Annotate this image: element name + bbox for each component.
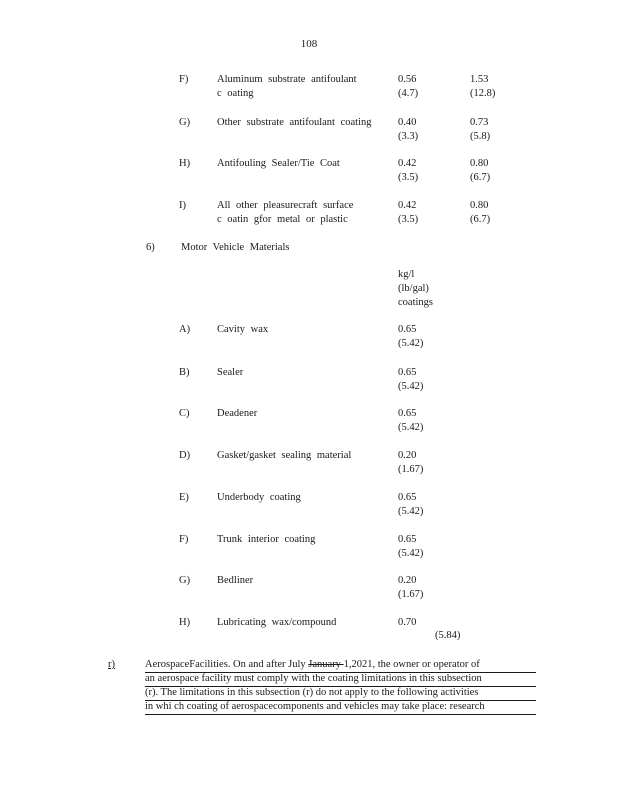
row-value-gl: 0.20 bbox=[398, 575, 417, 586]
row-letter: G) bbox=[179, 117, 191, 128]
row-value-2: 0.80 bbox=[470, 200, 489, 211]
row-value-2: (6.7) bbox=[470, 172, 491, 183]
row-letter: H) bbox=[179, 158, 191, 169]
page-number: 108 bbox=[300, 38, 318, 50]
section-r-line-4: in whi ch coating of aerospacecomponents and vehicles may take place: research bbox=[145, 700, 536, 715]
row-description: All other pleasurecraft surface bbox=[217, 200, 354, 211]
row-value-lbgal: (1.67) bbox=[398, 589, 424, 600]
row-description: Antifouling Sealer/Tie Coat bbox=[217, 158, 340, 169]
row-value-1: 0.42 bbox=[398, 158, 417, 169]
row-letter: C) bbox=[179, 408, 190, 419]
row-description: Other substrate antifoulant coating bbox=[217, 117, 372, 128]
row-value-gl: 0.65 bbox=[398, 492, 417, 503]
row-description: Trunk interior coating bbox=[217, 534, 316, 545]
section-r-line-1 bbox=[145, 658, 536, 673]
row-letter: G) bbox=[179, 575, 191, 586]
row-value-2: 0.73 bbox=[470, 117, 489, 128]
unit-header-coatings: coatings bbox=[398, 297, 433, 308]
row-value-2: (5.8) bbox=[470, 131, 491, 142]
section-r-line-3: (r). The limitations in this subsection (r) do not apply to the following activities bbox=[145, 686, 536, 701]
row-value-lbgal: (5.42) bbox=[398, 338, 424, 349]
row-letter: D) bbox=[179, 450, 191, 461]
row-letter: F) bbox=[179, 534, 189, 545]
row-value-gl: 0.70 bbox=[398, 617, 417, 628]
row-value-1: 0.40 bbox=[398, 117, 417, 128]
row-description: Underbody coating bbox=[217, 492, 301, 503]
row-value-1: (4.7) bbox=[398, 88, 419, 99]
section-r-line-1-a: AerospaceFacilities. On and after July bbox=[145, 659, 309, 670]
section-r-line-2: an aerospace facility must comply with the coating limitations in this subsection bbox=[145, 672, 536, 687]
row-description: Aluminum substrate antifoulant bbox=[217, 74, 357, 85]
row-value-lbgal: (5.42) bbox=[398, 548, 424, 559]
row-value-lbgal: (1.67) bbox=[398, 464, 424, 475]
row-value-1: 0.56 bbox=[398, 74, 417, 85]
row-description: Gasket/gasket sealing material bbox=[217, 450, 352, 461]
unit-header-kgl: kg/l bbox=[398, 269, 415, 280]
row-value-1: (3.3) bbox=[398, 131, 419, 142]
row-value-2: (6.7) bbox=[470, 214, 491, 225]
row-value-gl: 0.20 bbox=[398, 450, 417, 461]
row-description: Sealer bbox=[217, 367, 244, 378]
row-value-gl: 0.65 bbox=[398, 534, 417, 545]
row-letter: E) bbox=[179, 492, 189, 503]
unit-header-lbgal: (lb/gal) bbox=[398, 283, 429, 294]
row-description: Bedliner bbox=[217, 575, 254, 586]
row-value-2: 1.53 bbox=[470, 74, 489, 85]
row-value-1: (3.5) bbox=[398, 172, 419, 183]
row-description: Lubricating wax/compound bbox=[217, 617, 337, 628]
section-r-label bbox=[108, 658, 115, 672]
row-value-gl: 0.65 bbox=[398, 408, 417, 419]
row-value-2: 0.80 bbox=[470, 158, 489, 169]
row-letter: A) bbox=[179, 324, 191, 335]
row-value-1: 0.42 bbox=[398, 200, 417, 211]
section-r-letter: r) bbox=[108, 659, 115, 670]
row-value-gl: 0.65 bbox=[398, 324, 417, 335]
section-r-line-1-b: 1,2021, the owner or operator of bbox=[343, 659, 480, 670]
row-value-gl: 0.65 bbox=[398, 367, 417, 378]
row-value-lbgal: (5.84) bbox=[435, 630, 461, 641]
row-letter: I) bbox=[179, 200, 186, 211]
row-letter: H) bbox=[179, 617, 191, 628]
row-value-lbgal: (5.42) bbox=[398, 506, 424, 517]
row-letter: F) bbox=[179, 74, 189, 85]
row-description: Cavity wax bbox=[217, 324, 269, 335]
row-description: c oating bbox=[217, 88, 254, 99]
section-r-struck-text: January bbox=[308, 659, 344, 670]
row-letter: B) bbox=[179, 367, 190, 378]
row-value-lbgal: (5.42) bbox=[398, 381, 424, 392]
row-description: Deadener bbox=[217, 408, 258, 419]
row-description: c oatin gfor metal or plastic bbox=[217, 214, 348, 225]
row-value-1: (3.5) bbox=[398, 214, 419, 225]
section-number: 6) bbox=[146, 242, 155, 253]
row-value-lbgal: (5.42) bbox=[398, 422, 424, 433]
row-value-2: (12.8) bbox=[470, 88, 496, 99]
section-title: Motor Vehicle Materials bbox=[181, 242, 290, 253]
